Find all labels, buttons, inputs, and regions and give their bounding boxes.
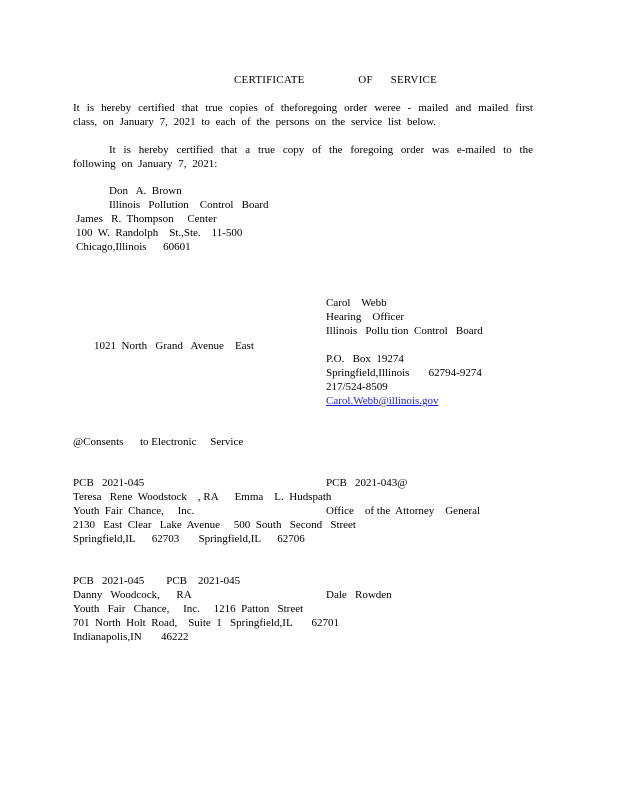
consents-heading: @Consents to Electronic Service [73,436,244,448]
address-line: Carol Webb [326,297,387,309]
address-line: Dale Rowden [326,589,392,601]
mail-service-paragraph: It is hereby certified that true copies of theforegoing order weree - mailed and mailed first class, on January 7, 2021 to each of the persons on the service list below. [73,102,533,128]
address-line: Youth Fair Chance, Inc. [73,505,195,517]
address-line: 2130 East Clear Lake Avenue 500 South Second Street [73,519,356,531]
address-line: Illinois Pollution Control Board [109,199,269,211]
case-number: PCB 2021-043@ [326,477,408,489]
address-line: Illinois Pollu tion Control Board [326,325,483,337]
email-link[interactable]: Carol.Webb@illinois.gov [326,395,439,407]
address-line: 1021 North Grand Avenue East [94,340,254,352]
phone-number: 217/524-8509 [326,381,388,393]
address-line: P.O. Box 19274 [326,353,404,365]
email-service-paragraph: It is hereby certified that a true copy of the foregoing order was e-mailed to the following on January 7, 2021: [73,144,533,170]
address-line: Chicago,Illinois 60601 [76,241,191,253]
address-line: James R. Thompson Center [76,213,217,225]
page-title: CERTIFICATE OF SERVICE [234,74,438,86]
address-line: Hearing Officer [326,311,404,323]
address-line: Springfield,Illinois 62794-9274 [326,367,482,379]
case-number: PCB 2021-045 [73,477,145,489]
address-line: 100 W. Randolph St.,Ste. 11-500 [76,227,243,239]
address-line: Don A. Brown [109,185,182,197]
case-number: PCB 2021-045 PCB 2021-045 [73,575,241,587]
address-line: Indianapolis,IN 46222 [73,631,189,643]
address-line: Office of the Attorney General [326,505,481,517]
address-line: Springfield,IL 62703 Springfield,IL 62706 [73,533,305,545]
address-line: Youth Fair Chance, Inc. 1216 Patton Street [73,603,304,615]
address-line: Teresa Rene Woodstock , RA Emma L. Hudspath [73,491,332,503]
address-line: 701 North Holt Road, Suite 1 Springfield,IL 62701 [73,617,340,629]
address-line: Danny Woodcock, RA [73,589,192,601]
